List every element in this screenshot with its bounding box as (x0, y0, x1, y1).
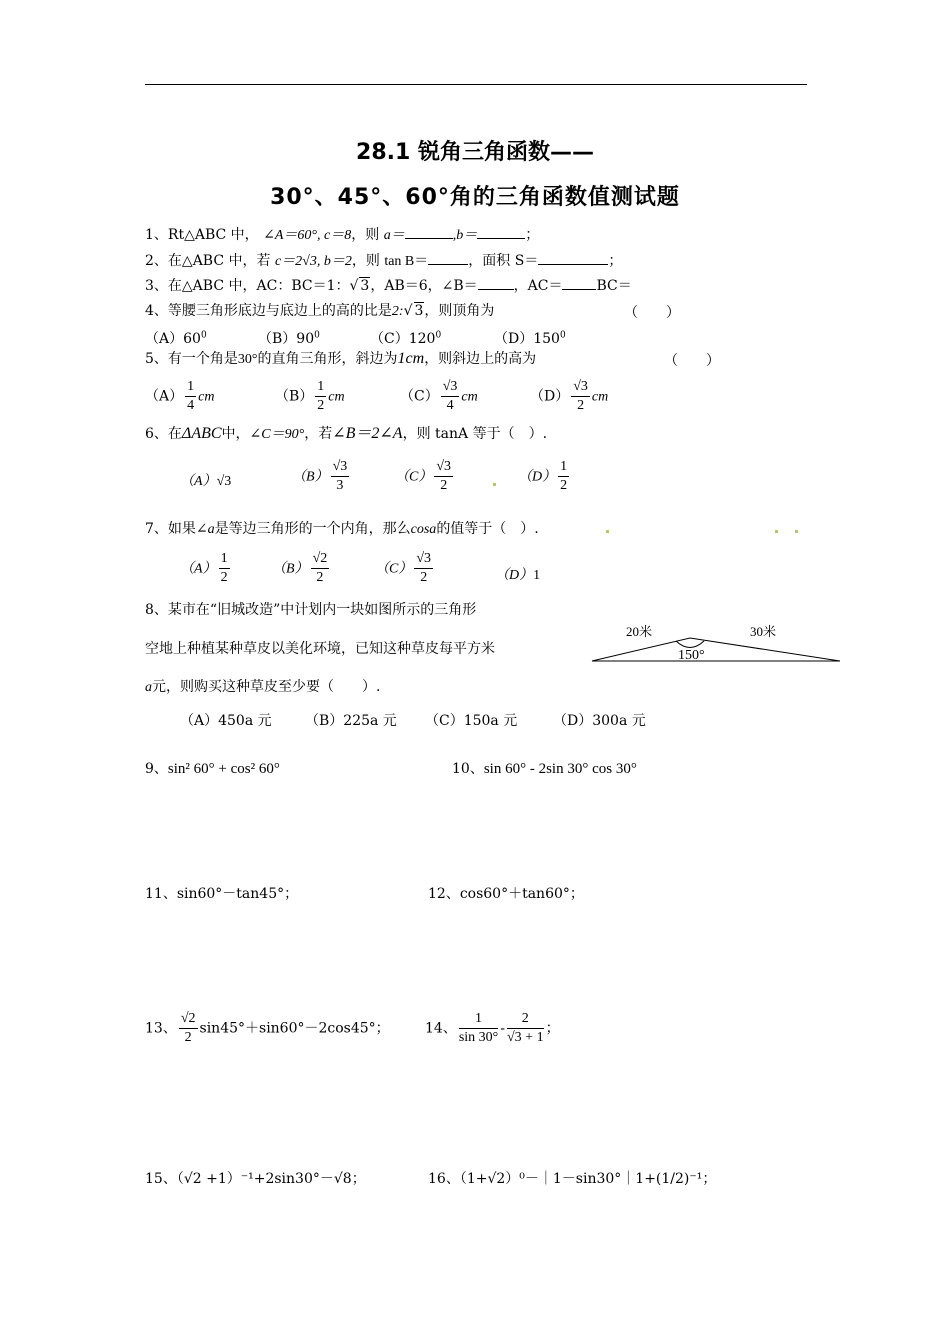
header-rule (145, 84, 807, 85)
answer-blank[interactable] (428, 252, 468, 265)
question-11: 11、sin60°－tan45°； (145, 886, 299, 902)
option-c[interactable]: （C） $\frac{√3}{4}$ cm (400, 379, 478, 413)
speck (493, 483, 496, 486)
question-8-line-1: 8、某市在“旧城改造”中计划内一块如图所示的三角形 (145, 602, 477, 618)
option-a[interactable]: （A）450a 元 (180, 713, 272, 729)
question-15: 15、（√2 +1）⁻¹+2sin30°－√8； (145, 1171, 366, 1187)
speck (775, 530, 778, 533)
option-a[interactable]: $(A)60^0$ (145, 330, 207, 347)
option-b[interactable]: （B） $\frac{1}{2}$ cm (275, 379, 345, 413)
option-a[interactable]: （A）√3 (180, 474, 232, 489)
question-8-line-2: 空地上种植某种草皮以美化环境，已知这种草皮每平方米 (145, 641, 495, 657)
option-d[interactable]: （D）300a 元 (553, 713, 646, 729)
option-c[interactable]: （C） $\frac{√3}{2}$ (395, 459, 452, 493)
question-3: 3、在△ABC 中，AC：BC＝1：√ 3，AB＝6，∠B＝ ，AC＝ BC＝ (145, 278, 632, 294)
triangle-figure (590, 618, 845, 668)
option-d[interactable]: $(D)150^0$ (494, 330, 566, 347)
option-d[interactable]: （D）1 (495, 568, 541, 583)
option-c[interactable]: （C） $\frac{√3}{2}$ (375, 551, 432, 585)
answer-blank[interactable] (538, 252, 608, 265)
triangle-shape (592, 638, 840, 661)
question-8-line-3: a元，则购买这种草皮至少要（ ）. (145, 679, 381, 695)
answer-blank[interactable] (477, 226, 525, 239)
option-b[interactable]: （B） $\frac{√2}{2}$ (272, 551, 328, 585)
option-d[interactable]: （D） $\frac{1}{2}$ (518, 459, 568, 493)
page-title: 28.1 锐角三角函数—— (356, 140, 594, 165)
question-14: 14、 $\frac{1}{\sin 30^\circ}$ - $\frac{2}{√3 + 1}$ ； (425, 1011, 560, 1045)
answer-paren: （ ） (664, 353, 720, 369)
angle-arc (676, 641, 704, 648)
speck (606, 530, 609, 533)
option-b[interactable]: （B） $\frac{√3}{3}$ (292, 459, 348, 493)
question-13: 13、 $\frac{√2}{2}$ sin45°＋sin60°－2cos45°； (145, 1011, 390, 1045)
question-2: 2、在△ABC 中，若 c＝2√3, b＝2，则 tan B＝ ，面积 S＝ ； (145, 253, 623, 269)
question-12: 12、cos60°＋tan60°； (428, 886, 584, 902)
answer-blank[interactable] (405, 226, 453, 239)
question-7: 7、如果∠a是等边三角形的一个内角，那么cosa的值等于（ ）. (145, 521, 539, 537)
question-9: 9、sin² 60° + cos² 60° (145, 761, 280, 777)
option-a[interactable]: （A） $\frac{1}{4}$ cm (145, 379, 215, 413)
page-subtitle: 30°、45°、60°角的三角函数值测试题 (270, 185, 680, 210)
answer-paren: （ ） (624, 305, 680, 321)
question-1: 1、Rt△ABC 中， ∠A＝60°, c＝8，则 a＝ ,b＝ ； (145, 227, 540, 243)
option-c[interactable]: $(C)120^0$ (370, 330, 442, 347)
option-b[interactable]: （B）225a 元 (305, 713, 397, 729)
question-10: 10、sin 60° - 2sin 30° cos 30° (452, 761, 637, 777)
speck (795, 530, 798, 533)
question-6: 6、在ΔABC中，∠C＝90°，若∠B＝2∠A，则 tanA 等于（ ）. (145, 425, 548, 442)
answer-blank[interactable] (478, 277, 514, 290)
side-label-left: 20米 (626, 624, 653, 639)
question-4: 4、等腰三角形底边与底边上的高的比是2:√ 3，则顶角为 (145, 303, 495, 319)
answer-blank[interactable] (562, 277, 596, 290)
side-label-right: 30米 (750, 624, 777, 639)
question-5: 5、有一个角是30°的直角三角形，斜边为1cm，则斜边上的高为 (145, 350, 537, 367)
option-d[interactable]: （D） $\frac{√3}{2}$ cm (530, 379, 609, 413)
angle-label: 150° (678, 648, 705, 663)
question-16: 16、（1+√2）⁰－｜1－sin30°｜1+(1/2)⁻¹； (428, 1171, 717, 1187)
option-b[interactable]: $(B)90^0$ (258, 330, 320, 347)
option-c[interactable]: （C）150a 元 (425, 713, 518, 729)
option-a[interactable]: （A） $\frac{1}{2}$ (180, 551, 228, 585)
